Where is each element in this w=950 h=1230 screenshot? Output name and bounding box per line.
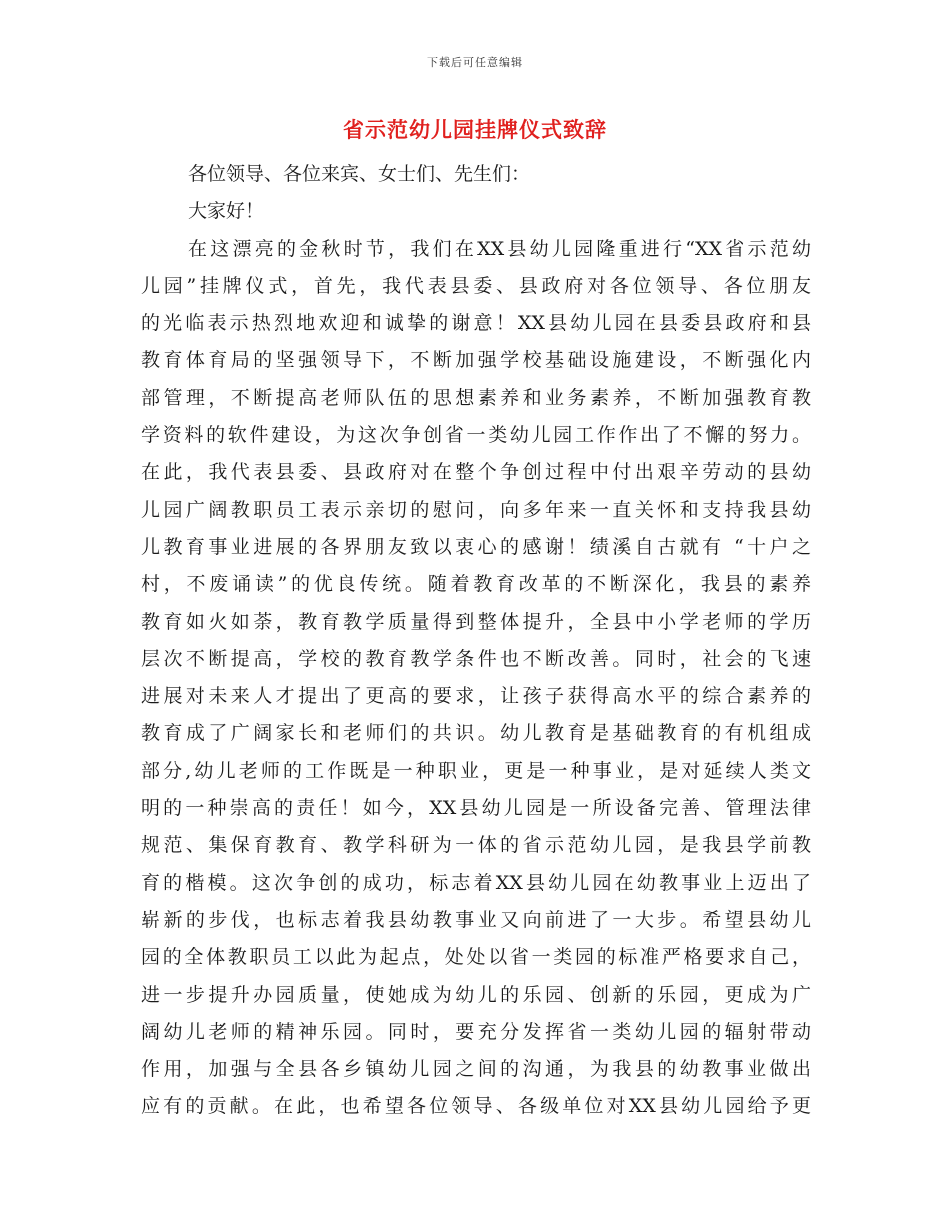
body-line: 村，不废诵读”的优良传统。随着教育改革的不断深化，我县的素养	[141, 573, 811, 596]
body-line: 的光临表示热烈地欢迎和诚挚的谢意！XX县幼儿园在县委县政府和县	[141, 312, 811, 335]
body-line: 教育如火如荼，教育教学质量得到整体提升，全县中小学老师的学历	[141, 610, 811, 633]
body-line: 儿园”挂牌仪式，首先，我代表县委、县政府对各位领导、各位朋友	[141, 274, 811, 297]
body-line: 园的全体教职员工以此为起点，处处以省一类园的标准严格要求自己，	[141, 946, 811, 969]
body-line: 作用，加强与全县各乡镇幼儿园之间的沟通，为我县的幼教事业做出	[141, 1058, 811, 1081]
body-line: 在这漂亮的金秋时节，我们在XX县幼儿园隆重进行“XX省示范幼	[188, 237, 811, 260]
body-line: 儿教育事业进展的各界朋友致以衷心的感谢！绩溪自古就有 “十户之	[141, 535, 811, 558]
body-line: 教育成了广阔家长和老师们的共识。幼儿教育是基础教育的有机组成	[141, 722, 811, 745]
body-line: 规范、集保育教育、教学科研为一体的省示范幼儿园，是我县学前教	[141, 834, 811, 857]
body-line: 儿园广阔教职员工表示亲切的慰问，向多年来一直关怀和支持我县幼	[141, 498, 811, 521]
body-line: 阔幼儿老师的精神乐园。同时，要充分发挥省一类幼儿园的辐射带动	[141, 1020, 811, 1043]
document-title: 省示范幼儿园挂牌仪式致辞	[343, 117, 607, 142]
body-line: 应有的贡献。在此，也希望各位领导、各级单位对XX县幼儿园给予更	[141, 1095, 811, 1118]
body-line: 大家好！	[188, 200, 265, 223]
header-note: 下载后可任意编辑	[427, 56, 523, 69]
body-line: 进展对未来人才提出了更高的要求，让孩子获得高水平的综合素养的	[141, 685, 811, 708]
body-line: 部管理，不断提高老师队伍的思想素养和业务素养，不断加强教育教	[141, 386, 811, 409]
body-line: 层次不断提高，学校的教育教学条件也不断改善。同时，社会的飞速	[141, 647, 811, 670]
body-line: 进一步提升办园质量，使她成为幼儿的乐园、创新的乐园，更成为广	[141, 983, 811, 1006]
body-line: 部分,幼儿老师的工作既是一种职业，更是一种事业，是对延续人类文	[141, 759, 811, 782]
document-body	[141, 156, 811, 1126]
body-line: 在此，我代表县委、县政府对在整个争创过程中付出艰辛劳动的县幼	[141, 461, 811, 484]
body-line: 学资料的软件建设，为这次争创省一类幼儿园工作作出了不懈的努力。	[141, 424, 811, 447]
body-line: 崭新的步伐，也标志着我县幼教事业又向前进了一大步。希望县幼儿	[141, 908, 811, 931]
body-line: 各位领导、各位来宾、女士们、先生们：	[188, 163, 531, 185]
body-line: 明的一种崇高的责任！如今，XX县幼儿园是一所设备完善、管理法律	[141, 797, 811, 820]
body-line: 教育体育局的坚强领导下，不断加强学校基础设施建设，不断强化内	[141, 349, 811, 372]
body-line: 育的楷模。这次争创的成功，标志着XX县幼儿园在幼教事业上迈出了	[141, 871, 811, 894]
